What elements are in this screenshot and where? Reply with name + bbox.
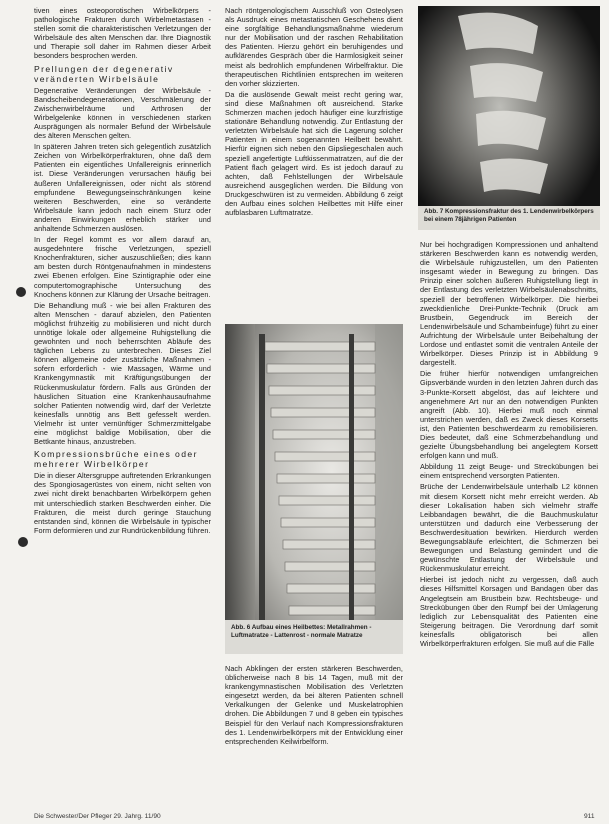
paragraph: Nach Abklingen der ersten stärkeren Beschwerden, üblicherweise nach 8 bis 14 Tagen, muß mit der krankengymnastischen Mobilisation des Verletzten eingesetzt werden, da bei älteren Patienten schnell Verkalkungen der Gelenke und Muskelatrophien drohen. Die Abbildungen 7 und 8 geben ein typisches Beispiel für den Verlauf nach Kompressionsfrakturen des 1. Lendenwirbelkörpers mit der Entwicklung einer entsprechenden Keilwirbelform. [225,664,403,746]
section-heading-compression: Kompressionsbrüche eines oder mehrerer Wirbelkörper [34,449,198,470]
xray-image [418,6,600,230]
bed-construction-image [225,324,403,654]
section-heading-contusions: Prellungen der degenerativ veränderten Wirbelsäule [34,63,174,84]
hole-punch-mark [16,287,26,297]
paragraph: In der Regel kommt es vor allem darauf an, ausgedehntere frische Verletzungen, speziell Knochenfrakturen, sicher auszuschließen; dies kann am besten durch Röntgenaufnahmen in mindestens zwei Ebenen erfolgen. Eine Szintigraphie oder eine computertomographische Untersuchung des Knochens können zur Klärung der Ursache beitragen. [34,235,211,299]
paragraph: In späteren Jahren treten sich gelegentlich zusätzlich Zeichen von Wirbelkörperfrakturen, ohne daß dem Patienten ein eigentliches Unfallereignis erinnerlich ist. Diese Veränderungen verursachen häufig bei äußeren Unfallereignissen, oder nicht als störend empfundene Bewegungseinschränkungen keine weiteren Beschwerden, eine so veränderte Wirbelsäule kann jedoch nach einem Sturz oder anderen Einwirkungen erheblich stärker und anhaltende Schmerzen auslösen. [34,142,211,233]
hole-punch-mark [18,537,28,547]
middle-column-top [225,6,403,316]
paragraph: Die früher hierfür notwendigen umfangreichen Gipsverbände wurden in den letzten Jahren durch das 3-Punkte-Korsett abgelöst, das auf leichtere und angenehmere Art nur an den notwendigen Punkten angreift (Abb. 10). Hierbei muß noch einmal unterstrichen werden, daß es Zweck dieses Korsetts ist, den Patienten beschwerdearm zu remobilisieren. Dies bedeutet, daß eine Schmerzbehandlung und gezielte Übungsbehandlung bei angelegtem Korsett erfolgen kann und muß. [420,369,598,461]
paragraph: Abbildung 11 zeigt Beuge- und Streckübungen bei einem entsprechend versorgten Patienten. [420,462,598,481]
figure-6-caption: Abb. 6 Aufbau eines Heilbettes: Metallrahmen - Luftmatratze - Lattenrost - normale Matratze [231,624,372,639]
paragraph: Brüche der Lendenwirbelsäule unterhalb L2 können mit diesem Korsett nicht mehr erreicht werden. Ab dieser Lokalisation haben sich vielmehr straffe Leibbandagen bewährt, die die Bauchmuskulatur unterstützen und dadurch eine Verbesserung der Beschwerdesituation bewirken. Hierdurch werden Bewegungsabläufe erleichtert, die Schmerzen bei Bewegungen und Belastung gemindert und die gewünschte Entlastung der Wirbelsäule und Rückenmuskulatur erreicht. [420,482,598,574]
paragraph: Nur bei hochgradigen Kompressionen und anhaltend stärkeren Beschwerden kann es notwendig werden, die Wirbelsäule ruhigzustellen, um den Patienten insgesamt wieder in Bewegung zu bringen. Das Prinzip einer solchen äußeren Ruhigstellung liegt in der Entlastung des verletzten Wirbelsäulenabschnitts, speziell der betroffenen Wirbelkörper. Die hierbei zweckdienliche Drei-Punkte-Technik (Druck am Brustbein, Gegendruck im Bereich der Lendenwirbelsäule und Schambeinfuge) führt zu einer Aufrichtung der Wirbelsäule unter Beibehaltung der Lordose und entlastet somit die ventralen Anteile der Wirbelkörper. Dieses Prinzip ist in Abbildung 9 dargestellt. [420,240,598,368]
footer-journal: Die Schwester/Der Pfleger 29. Jahrg. 11/90 [34,813,161,820]
figure-6-bed-photo [225,324,403,654]
middle-column-bottom [225,664,403,812]
paragraph: Die Behandlung muß - wie bei allen Frakturen des alten Menschen - darauf abzielen, den Patienten möglichst frühzeitig zu mobilisieren und nicht durch unnötige lokale oder allgemeine Ruhigstellung die gewohnten und noch beherrschten Abläufe des täglichen Lebens zu unterbrechen. Dieses Ziel können allgemeine oder zusätzliche Maßnahmen - sofern erforderlich - wie Massagen, Wärme und Krankengymnastik mit Kräftigungsübungen der Rückenmuskulatur fördern. Falls aus Gründen der häuslichen Situation eine Krankenhausaufnahme solcher Patienten notwendig wird, darf der Verletzte keinesfalls unnötig ans Bett gefesselt werden. Vielmehr ist unter vernünftiger Schmerzmittelgabe eine möglichst baldige Mobilisation, über die Bettkante hinaus, anzustreben. [34,300,211,447]
intro-paragraph: tiven eines osteoporotischen Wirbelkörpers - pathologische Frakturen durch Wirbelmetastasen - stellen somit die charakteristischen Verletzungen der Wirbelsäule des alten Menschen dar. Ihre Diagnostik und Therapie soll daher im Rahmen dieser Arbeit besonders besprochen werden. [34,6,211,61]
figure-7-caption: Abb. 7 Kompressionsfraktur des 1. Lendenwirbelkörpers bei einem 78jährigen Patienten [424,208,594,223]
figure-7-xray [418,6,600,230]
paragraph: Da die auslösende Gewalt meist recht gering war, sind diese Maßnahmen oft ausreichend. Starke Schmerzen machen jedoch häufiger eine kurzfristige stationäre Behandlung notwendig. Zur Entlastung der verletzten Wirbelsäule hat sich die Lagerung solcher Patienten in einem sogenannten Heilbett bewährt. Hierfür eignen sich neben den Gipsliegeschalen auch speziell angefertigte Luftkissenmatratzen, auf die der Patient flach gelagert wird. Es ist jedoch darauf zu achten, daß Fehlstellungen der Wirbelsäule ausreichend ausgeglichen werden. Die Bildung von Druckgeschwüren ist zu vermeiden. Abbildung 6 zeigt den Aufbau eines solchen Heilbettes mit Hilfe einer aufblasbaren Luftmatratze. [225,89,403,218]
right-column [420,240,598,810]
page-number: 911 [584,813,595,820]
paragraph: Hierbei ist jedoch nicht zu vergessen, daß auch dieses Hilfsmittel Korsagen und Bandagen über das Angelegtsein am Brustbein bzw. Rechtsbeuge- und Streckübungen über den Rumpf bei der Umlagerung lediglich zur Lebensqualität des Patienten eine Steigerung beitragen. Die Verordnung darf somit keinesfalls obligatorisch bei allen Wirbelkörperfrakturen erfolgen. Sie muß auf die Fälle [420,575,598,649]
left-column [34,6,211,810]
paragraph: Die in dieser Altersgruppe auftretenden Erkrankungen des Spongiosagerüstes von einem, nicht selten von zwei nicht direkt benachbarten Wirbelkörpern gehen mit unterschiedlich starken Beschwerden einher. Die Frakturen, die meist durch geringe Stauchung entstanden sind, können die Wirbelsäule in typischer Form deformieren und zur Rundrückenbildung führen. [34,471,211,535]
paragraph: Nach röntgenologischem Ausschluß von Osteolysen als Ausdruck eines metastatischen Geschehens dient eine sorgfältige Behandlungsmaßnahme wiederum nur der Mobilisation und der raschen Rehabilitation des Patienten. Hierzu gehört ein beruhigendes und aufklärendes Gespräch über die Harmlosigkeit seiner meist als bedrohlich empfundenen Wirbelfraktur. Die therapeutischen Richtlinien entsprechen im weiteren den vorher skizzierten. [225,6,403,88]
paragraph: Degenerative Veränderungen der Wirbelsäule - Bandscheibendegenerationen, Verschmälerung der Zwischenwirbelräume und Arthrosen der Wirbelgelenke können in verschiedenen starken Ausprägungen als normaler Befund der Wirbelsäule des älteren Menschen gelten. [34,85,211,141]
